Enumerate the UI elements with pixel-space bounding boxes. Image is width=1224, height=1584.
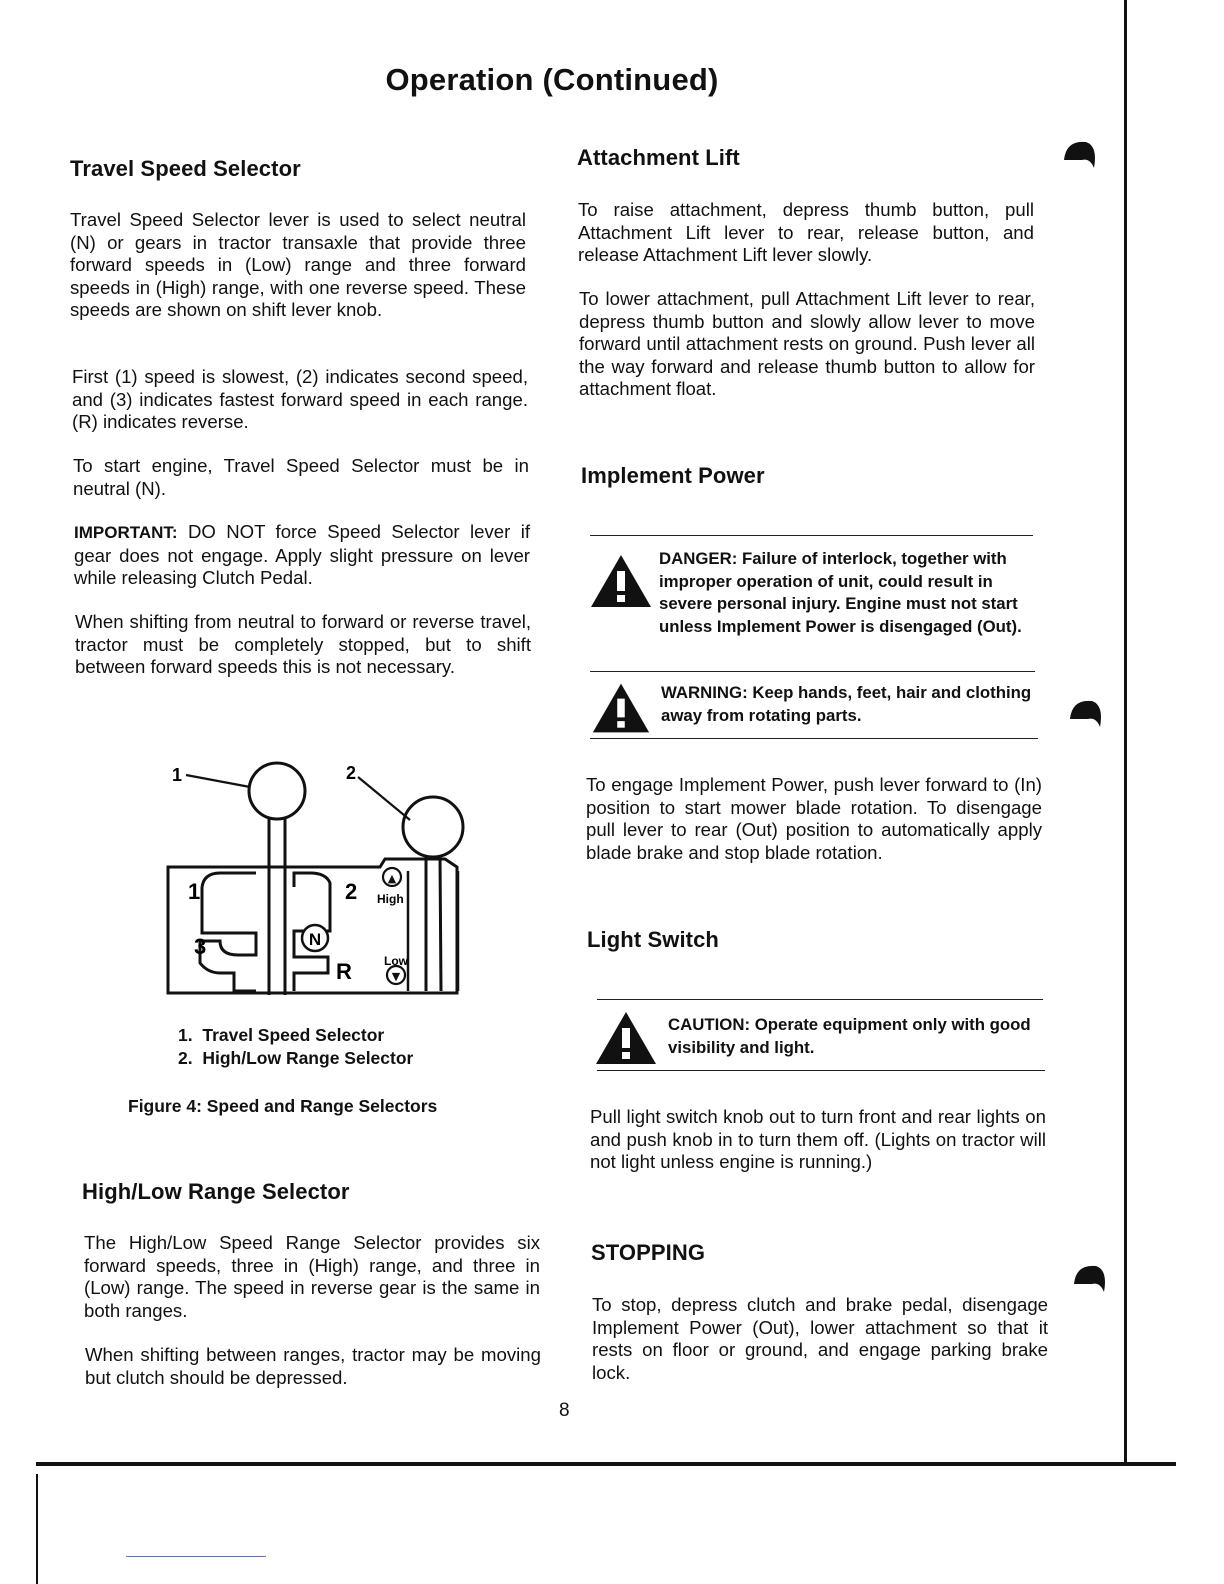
attachment-lift-para-1: To raise attachment, depress thumb button, pull Attachment Lift lever to rear, release button, and release Attachment Lift lever slowly. xyxy=(578,199,1034,265)
bottom-edge-line xyxy=(36,1462,1176,1466)
caution-rule-top xyxy=(597,999,1043,1000)
travel-speed-heading: Travel Speed Selector xyxy=(70,156,301,181)
implement-power-heading: Implement Power xyxy=(581,463,765,488)
important-note xyxy=(74,521,530,590)
important-label: IMPORTANT: xyxy=(74,523,178,542)
right-edge-line xyxy=(1124,0,1127,1462)
gate-label-3: 3 xyxy=(194,934,207,959)
danger-warning-icon xyxy=(589,553,653,609)
caution-rule-bottom xyxy=(597,1070,1045,1071)
travel-speed-para-2: First (1) speed is slowest, (2) indicates second speed, and (3) indicates fastest forward speed in each range. (R) indicates reverse. xyxy=(72,366,528,432)
caution-text: CAUTION: Operate equipment only with good visibility and light. xyxy=(668,1015,1031,1057)
legend-item-1: 1. Travel Speed Selector xyxy=(178,1025,385,1045)
range-selector-para-1: The High/Low Speed Range Selector provides six forward speeds, three in (High) range, and three in (Low) range. The speed in reverse gear is the same in both ranges. xyxy=(84,1232,540,1321)
travel-speed-para-4: When shifting from neutral to forward or reverse travel, tractor must be completely stopped, but to shift between forward speeds this is not necessary. xyxy=(75,611,531,677)
blue-underline-mark xyxy=(126,1556,266,1557)
caution-icon xyxy=(594,1010,658,1066)
danger-rule-bottom xyxy=(590,671,1035,672)
range-selector-knob xyxy=(403,797,463,857)
left-edge-line xyxy=(36,1474,38,1584)
travel-speed-para-1: Travel Speed Selector lever is used to select neutral (N) or gears in tractor transaxle that provide three forward speeds in (Low) range and three forward speeds in (High) range, with one reverse speed. These speeds are shown on shift lever knob. xyxy=(70,209,526,320)
important-text: DO NOT force Speed Selector lever if gear does not engage. Apply slight pressure on lever while releasing Clutch Pedal. xyxy=(74,521,530,588)
punch-hole-mark-1 xyxy=(1060,138,1100,184)
gate-label-2: 2 xyxy=(345,879,358,904)
travel-selector-knob xyxy=(249,763,305,819)
high-arrow-icon: ▲ xyxy=(387,872,397,885)
punch-hole-mark-3 xyxy=(1070,1262,1110,1308)
low-arrow-icon: ▼ xyxy=(391,970,401,983)
warning-text: WARNING: Keep hands, feet, hair and clothing away from rotating parts. xyxy=(661,683,1032,725)
range-selector-heading: High/Low Range Selector xyxy=(82,1179,350,1204)
gate-label-1: 1 xyxy=(188,879,201,904)
travel-speed-para-3: To start engine, Travel Speed Selector must be in neutral (N). xyxy=(73,455,529,499)
stopping-para-1: To stop, depress clutch and brake pedal, disengage Implement Power (Out), lower attachment so that it rests on floor or ground, and engage parking brake lock. xyxy=(592,1294,1048,1383)
warning-icon xyxy=(591,681,651,735)
high-label: High xyxy=(377,892,404,906)
callout-1: 1 xyxy=(172,765,183,785)
danger-rule-top xyxy=(590,535,1033,536)
low-label: Low xyxy=(384,954,408,968)
attachment-lift-heading: Attachment Lift xyxy=(577,145,740,170)
implement-power-para-1: To engage Implement Power, push lever forward to (In) position to start mower blade rotation. To disengage pull lever to rear (Out) position to automatically apply blade brake and stop blade rotation. xyxy=(586,774,1042,863)
figure-caption: Figure 4: Speed and Range Selectors xyxy=(128,1096,438,1116)
shift-lever-diagram xyxy=(160,755,480,1005)
warning-rule-bottom xyxy=(590,738,1038,739)
light-switch-para-1: Pull light switch knob out to turn front and rear lights on and push knob in to turn them off. (Lights on tractor will not light unless engine is running.) xyxy=(590,1106,1046,1172)
gate-label-r: R xyxy=(336,959,352,984)
stopping-heading: STOPPING xyxy=(591,1240,706,1265)
callout-2: 2 xyxy=(346,763,357,783)
light-switch-heading: Light Switch xyxy=(587,927,719,952)
attachment-lift-para-2: To lower attachment, pull Attachment Lift lever to rear, depress thumb button and slowly allow lever to move forward until attachment rests on ground. Push lever all the way forward and release thumb button to allow for attachment float. xyxy=(579,288,1035,399)
page-number: 8 xyxy=(559,1400,570,1421)
gate-label-n: N xyxy=(308,930,322,949)
page-title: Operation (Continued) xyxy=(385,62,719,97)
danger-text: DANGER: Failure of interlock, together with improper operation of unit, could result in severe personal injury. Engine must not start unless Implement Power is disengaged (Out). xyxy=(659,549,1022,636)
punch-hole-mark-2 xyxy=(1066,697,1106,743)
figure-legend xyxy=(178,1024,413,1070)
legend-item-2: 2. High/Low Range Selector xyxy=(178,1048,414,1068)
range-selector-para-2: When shifting between ranges, tractor may be moving but clutch should be depressed. xyxy=(85,1344,541,1388)
